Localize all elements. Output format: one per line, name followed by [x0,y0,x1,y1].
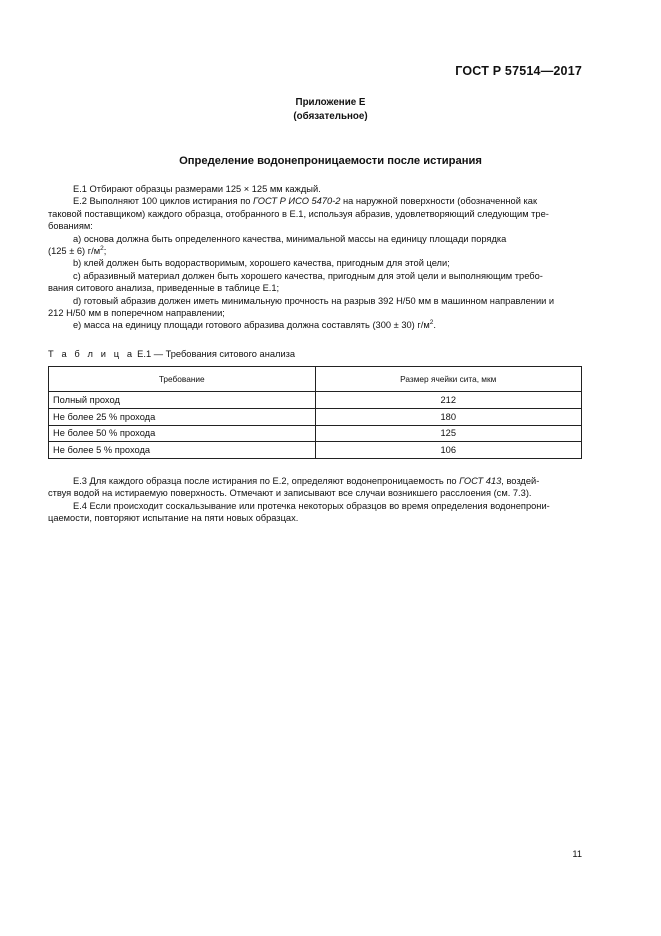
list-item-a: а) основа должна быть определенного качества, минимальной массы на единицу площади порядка [73,233,507,244]
list-item-b: b) клей должен быть водорастворимым, хорошего качества, пригодным для этой цели; [73,258,450,269]
column-header-requirement: Требование [49,367,316,392]
table-caption-text: Е.1 — Требования ситового анализа [134,349,296,359]
table-header-row [49,367,582,392]
list-item-e-text: е) масса на единицу площади готового абразива должна составлять (300 ± 30) г/м [73,320,430,331]
list-item-e [48,319,582,331]
superscript: 2 [100,245,104,253]
table-cell-size: 106 [315,442,581,459]
list-item-c-cont: вания ситового анализа, приведенные в таблице Е.1; [48,283,280,294]
paragraph-e2-line2: таковой поставщиком) каждого образца, отобранного в Е.1, используя абразив, удовлетворяющий следующим тре- [48,208,549,219]
table-row [49,408,582,425]
list-item-a-end: ; [103,246,107,257]
list-item-d-cont: 212 Н/50 мм в поперечном направлении; [48,308,225,319]
list-item-e-end: . [433,320,436,331]
annex-heading [0,96,661,124]
superscript: 2 [429,319,434,327]
paragraph-e3 [48,475,582,487]
section-body-continued [48,475,582,525]
e2-standard-ref: ГОСТ Р ИСО 5470-2 [253,196,341,207]
table-row [49,425,582,442]
sieve-table [48,366,582,459]
table-cell-size: 125 [315,425,581,442]
e3-tail: , воздей- [501,476,540,486]
table-cell-size: 212 [315,392,581,409]
paragraph-e4: Е.4 Если происходит соскальзывание или протечка некоторых образцов во время определения водонепрони- [73,500,550,511]
page-number: 11 [572,849,582,859]
paragraph-e2 [48,195,582,207]
list-item-c: c) абразивный материал должен быть хорошего качества, пригодным для этой цели и выполняющим требо- [73,270,543,281]
column-header-mesh-size: Размер ячейки сита, мкм [315,367,581,392]
annex-status: (обязательное) [293,111,368,122]
e3-lead: Е.3 Для каждого образца после истирания по Е.2, определяют водонепроницаемость по [73,476,460,486]
paragraph-e1: Е.1 Отбирают образцы размерами 125 × 125 мм каждый. [73,184,321,194]
list-item-d: d) готовый абразив должен иметь минимальную прочность на разрыв 392 Н/50 мм в машинном направлении и [73,295,555,306]
table-row [49,442,582,459]
section-title: Определение водонепроницаемости после истирания [179,155,482,167]
table-cell-size: 180 [315,408,581,425]
paragraph-e2-line3: бованиям: [48,221,93,232]
list-item-a-cont [48,245,582,257]
table-cell-requirement: Полный проход [49,392,316,409]
section-body [48,183,582,332]
document-header: ГОСТ Р 57514—2017 [455,64,582,78]
paragraph-e4-line2: цаемости, повторяют испытание на пяти новых образцах. [48,513,299,524]
table-cell-requirement: Не более 50 % прохода [49,425,316,442]
table-cell-requirement: Не более 5 % прохода [49,442,316,459]
table-cell-requirement: Не более 25 % прохода [49,408,316,425]
table-caption [48,349,295,359]
table-caption-prefix: Т а б л и ц а [48,349,135,359]
e3-standard-ref: ГОСТ 413 [459,476,502,486]
table-row [49,392,582,409]
e2-tail: на наружной поверхности (обозначенной как [340,196,538,207]
list-item-a-value: (125 ± 6) г/м [48,246,101,257]
paragraph-e3-line2: ствуя водой на истираемую поверхность. Отмечают и записывают все случаи возникшего расслоения (см. 7.3). [48,488,532,499]
e2-lead: Е.2 Выполняют 100 циклов истирания по [73,196,253,207]
annex-title: Приложение Е [295,97,366,108]
